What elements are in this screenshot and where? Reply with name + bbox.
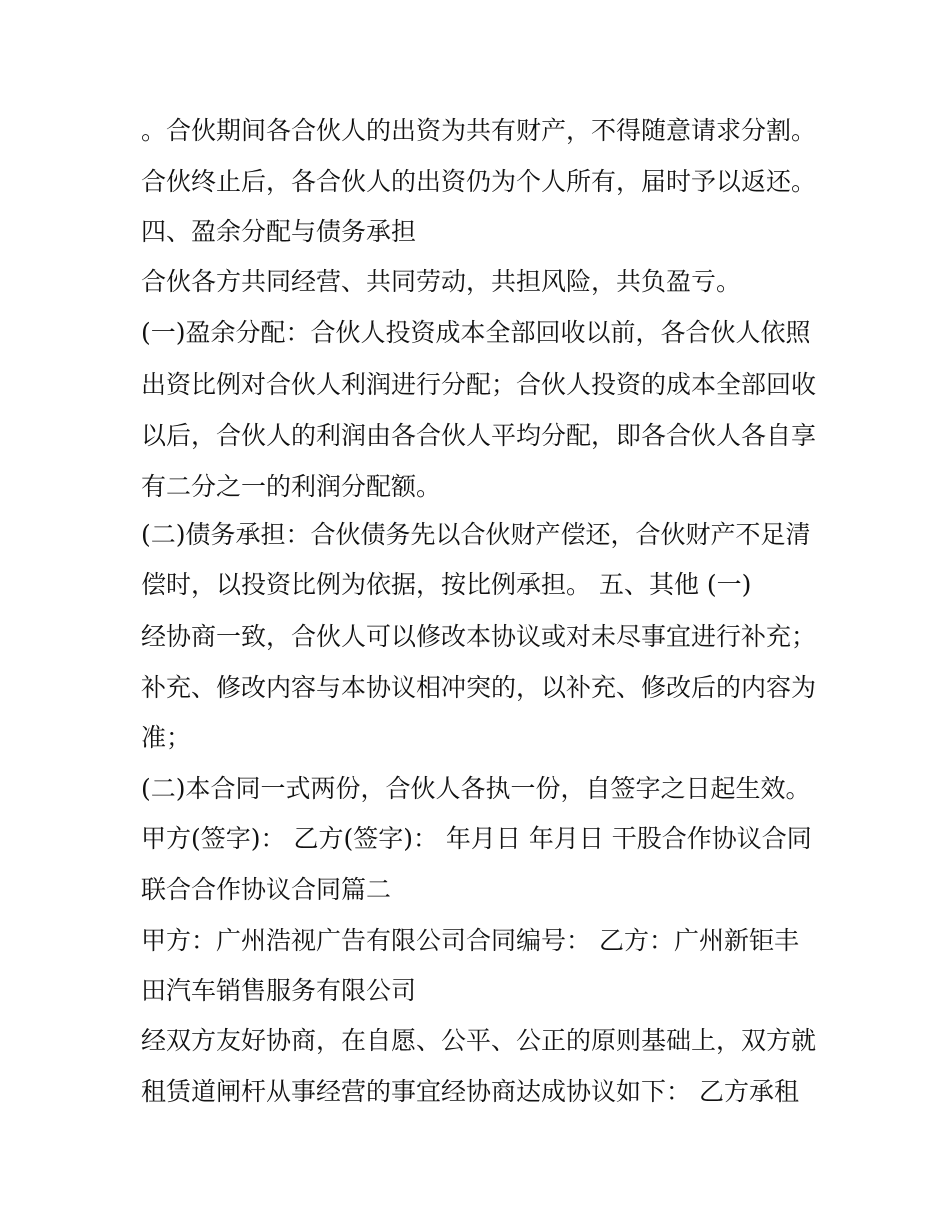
text-line: 合伙终止后，各合伙人的出资仍为个人所有，届时予以返还。 [141, 167, 817, 196]
text-line: 偿时，以投资比例为依据，按比例承担。 五、其他 (一) [141, 570, 752, 599]
text-line: 经协商一致，合伙人可以修改本协议或对未尽事宜进行补充； [141, 622, 817, 651]
text-line: 准； [141, 723, 192, 752]
text-line: 合伙各方共同经营、共同劳动，共担风险，共负盈亏。 [141, 267, 742, 296]
text-line: (一)盈余分配：合伙人投资成本全部回收以前，各合伙人依照 [141, 318, 811, 347]
text-line: (二)本合同一式两份，合伙人各执一份，自签字之日起生效。 [141, 774, 811, 803]
text-line: 以后，合伙人的利润由各合伙人平均分配，即各合伙人各自享 [141, 421, 817, 450]
text-line: (二)债务承担：合伙债务先以合伙财产偿还，合伙财产不足清 [141, 520, 811, 549]
text-line: 甲方：广州浩视广告有限公司合同编号： 乙方：广州新钜丰 [141, 926, 799, 955]
text-line: 租赁道闸杆从事经营的事宜经协商达成协议如下： 乙方承租 [141, 1077, 799, 1106]
text-line: 补充、修改内容与本协议相冲突的，以补充、修改后的内容为 [141, 673, 817, 702]
signature-line: 甲方(签字)： 乙方(签字)： 年月日 年月日 干股合作协议合同 [141, 824, 812, 853]
text-line: 田汽车销售服务有限公司 [141, 976, 417, 1005]
text-line: 经双方友好协商，在自愿、公平、公正的原则基础上，双方就 [141, 1026, 817, 1055]
text-line: 有二分之一的利润分配额。 [141, 472, 442, 501]
text-line: 出资比例对合伙人利润进行分配；合伙人投资的成本全部回收 [141, 370, 817, 399]
text-line: 。合伙期间各合伙人的出资为共有财产，不得随意请求分割。 [141, 116, 817, 145]
section-heading: 四、盈余分配与债务承担 [141, 217, 417, 246]
section-heading: 联合合作协议合同篇二 [141, 875, 392, 904]
